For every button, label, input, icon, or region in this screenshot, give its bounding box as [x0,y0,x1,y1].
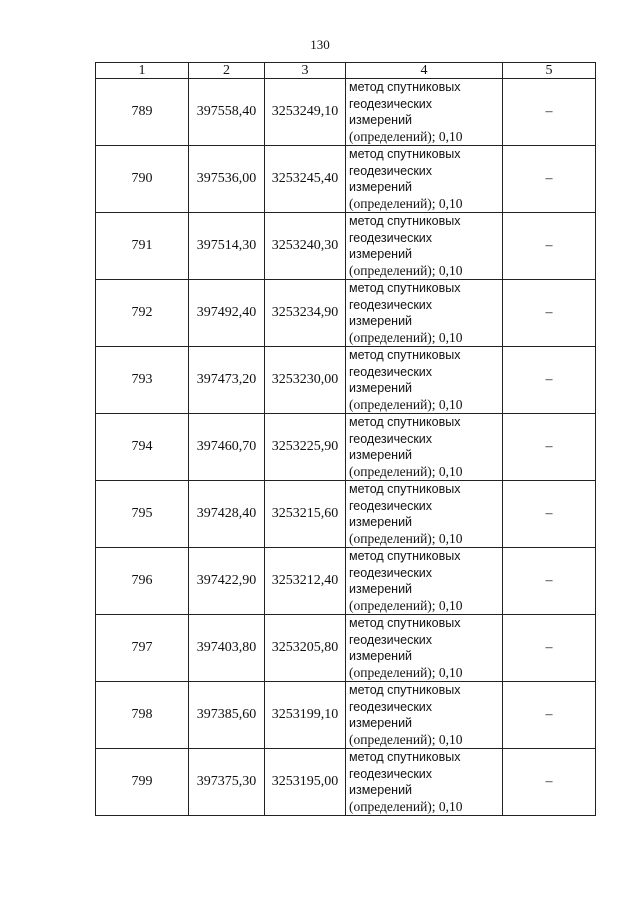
method-text-line: измерений [349,515,413,529]
table-row [96,414,596,481]
column-header-5: 5 [503,63,596,79]
method-cell [346,79,503,146]
method-text-line: измерений [349,783,413,797]
coordinate-y-cell: 3253212,40 [265,548,346,615]
table-row [96,615,596,682]
column-5-cell: – [503,749,596,816]
table-row [96,481,596,548]
method-text-line: метод спутниковых [349,214,461,228]
method-text-line: геодезических [349,297,433,312]
table-body [96,79,596,816]
table-row [96,79,596,146]
coordinate-x-cell: 397558,40 [189,79,265,146]
point-number-cell: 794 [96,414,189,481]
method-text-line: (определений); 0,10 [349,396,463,412]
method-text-line: геодезических [349,96,433,111]
coordinate-y-cell: 3253215,60 [265,481,346,548]
point-number-cell: 797 [96,615,189,682]
method-text-line: измерений [349,716,413,730]
column-header-1: 1 [96,63,189,79]
method-text-line: геодезических [349,431,433,446]
column-5-cell: – [503,79,596,146]
method-cell [346,481,503,548]
point-number-cell: 792 [96,280,189,347]
column-5-cell: – [503,280,596,347]
method-text-line: геодезических [349,163,433,178]
method-text-line: метод спутниковых [349,549,461,563]
method-text-line: метод спутниковых [349,348,461,362]
point-number-cell: 795 [96,481,189,548]
coordinate-y-cell: 3253245,40 [265,146,346,213]
method-text-line: геодезических [349,565,433,580]
coordinate-x-cell: 397422,90 [189,548,265,615]
method-cell [346,213,503,280]
coordinate-x-cell: 397473,20 [189,347,265,414]
table-row [96,280,596,347]
column-5-cell: – [503,213,596,280]
method-text-line: метод спутниковых [349,683,461,697]
coordinate-y-cell: 3253205,80 [265,615,346,682]
table-row [96,213,596,280]
method-text-line: метод спутниковых [349,80,461,94]
method-cell [346,548,503,615]
method-cell [346,615,503,682]
column-5-cell: – [503,146,596,213]
method-text-line: (определений); 0,10 [349,262,463,278]
table-row [96,347,596,414]
table-row [96,548,596,615]
point-number-cell: 796 [96,548,189,615]
method-cell [346,146,503,213]
coordinates-table [95,62,596,816]
coordinate-x-cell: 397375,30 [189,749,265,816]
method-cell [346,280,503,347]
table-row [96,749,596,816]
coordinate-y-cell: 3253225,90 [265,414,346,481]
table-header-row [96,63,596,79]
method-text-line: (определений); 0,10 [349,664,463,680]
method-text-line: измерений [349,381,413,395]
column-5-cell: – [503,481,596,548]
point-number-cell: 789 [96,79,189,146]
point-number-cell: 798 [96,682,189,749]
method-text-line: (определений); 0,10 [349,329,463,345]
point-number-cell: 799 [96,749,189,816]
column-5-cell: – [503,615,596,682]
method-text-line: (определений); 0,10 [349,731,463,747]
method-cell [346,682,503,749]
method-text-line: метод спутниковых [349,616,461,630]
method-text-line: (определений); 0,10 [349,128,463,144]
coordinate-y-cell: 3253240,30 [265,213,346,280]
column-5-cell: – [503,347,596,414]
method-text-line: измерений [349,649,413,663]
method-text-line: (определений); 0,10 [349,530,463,546]
method-cell [346,414,503,481]
coordinate-x-cell: 397403,80 [189,615,265,682]
method-text-line: измерений [349,582,413,596]
column-5-cell: – [503,682,596,749]
coordinate-x-cell: 397536,00 [189,146,265,213]
method-text-line: геодезических [349,230,433,245]
method-text-line: геодезических [349,766,433,781]
method-text-line: измерений [349,314,413,328]
coordinate-x-cell: 397428,40 [189,481,265,548]
coordinate-y-cell: 3253249,10 [265,79,346,146]
method-text-line: (определений); 0,10 [349,798,463,814]
column-header-3: 3 [265,63,346,79]
method-text-line: измерений [349,448,413,462]
column-header-4: 4 [346,63,503,79]
method-text-line: геодезических [349,498,433,513]
page-number: 130 [310,37,330,52]
method-text-line: измерений [349,113,413,127]
coordinate-y-cell: 3253199,10 [265,682,346,749]
method-cell [346,749,503,816]
point-number-cell: 793 [96,347,189,414]
coordinate-y-cell: 3253230,00 [265,347,346,414]
method-text-line: геодезических [349,364,433,379]
method-text-line: метод спутниковых [349,281,461,295]
coordinate-x-cell: 397514,30 [189,213,265,280]
method-text-line: (определений); 0,10 [349,597,463,613]
method-text-line: измерений [349,247,413,261]
method-text-line: метод спутниковых [349,415,461,429]
coordinate-x-cell: 397492,40 [189,280,265,347]
coordinate-x-cell: 397385,60 [189,682,265,749]
coordinate-y-cell: 3253195,00 [265,749,346,816]
method-text-line: геодезических [349,632,433,647]
method-cell [346,347,503,414]
method-text-line: (определений); 0,10 [349,195,463,211]
column-5-cell: – [503,414,596,481]
method-text-line: метод спутниковых [349,482,461,496]
method-text-line: геодезических [349,699,433,714]
coordinate-y-cell: 3253234,90 [265,280,346,347]
table-row [96,146,596,213]
table-row [96,682,596,749]
column-header-2: 2 [189,63,265,79]
column-5-cell: – [503,548,596,615]
method-text-line: (определений); 0,10 [349,463,463,479]
method-text-line: метод спутниковых [349,750,461,764]
method-text-line: метод спутниковых [349,147,461,161]
point-number-cell: 790 [96,146,189,213]
coordinate-x-cell: 397460,70 [189,414,265,481]
point-number-cell: 791 [96,213,189,280]
method-text-line: измерений [349,180,413,194]
